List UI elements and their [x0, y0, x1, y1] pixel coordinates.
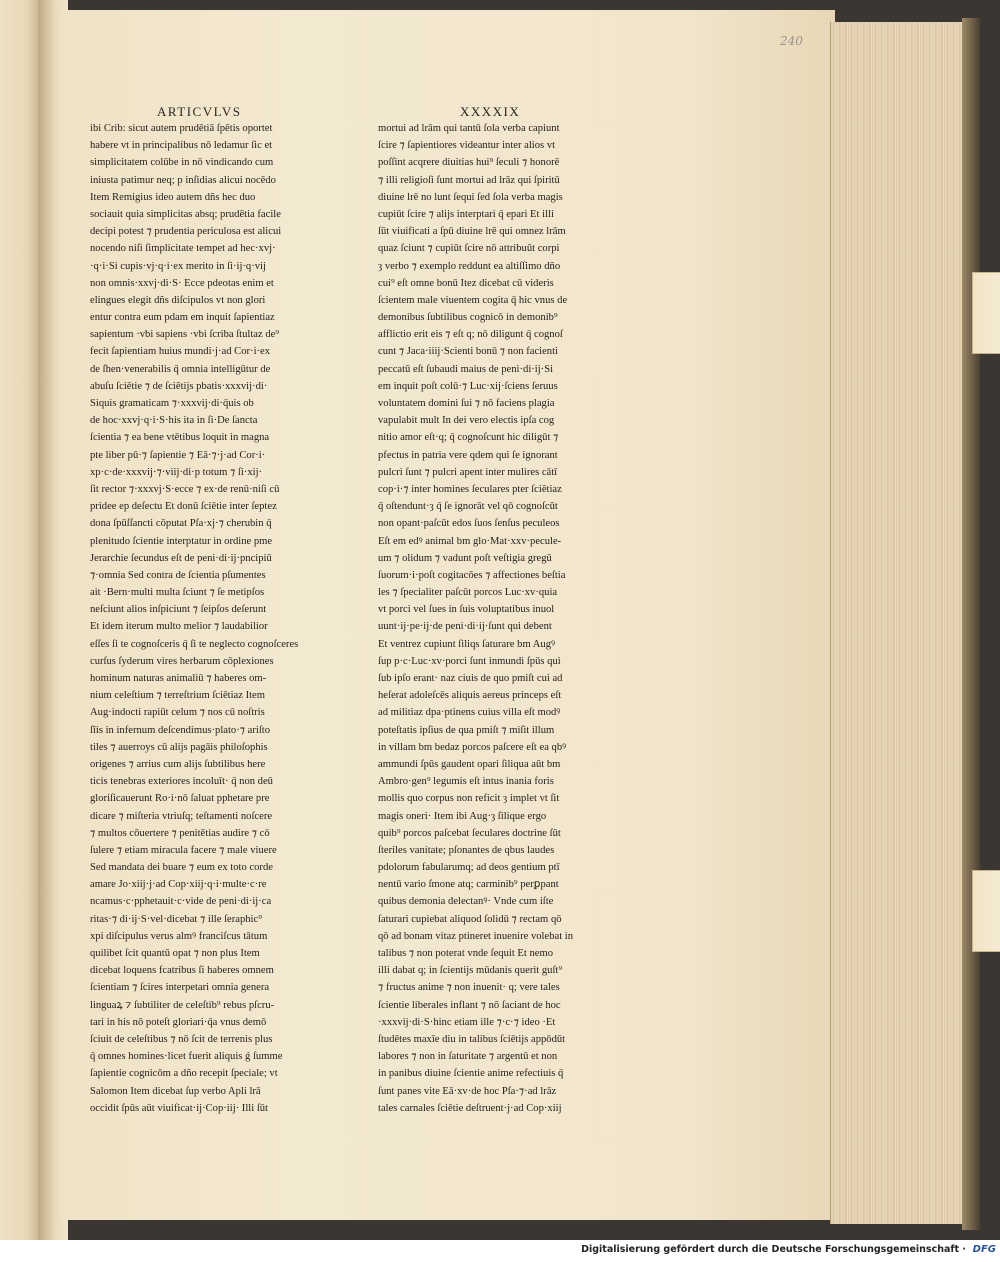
text-line: Salomon Item dicebat ſup verbo Apli lrā: [90, 1085, 261, 1097]
text-line: xpi diſcipulus verus almꝰ franciſcus tātum: [90, 930, 268, 942]
text-line: pdolorum fabularumq; ad deos gentium ptī: [378, 862, 560, 874]
text-line: sapientum ·vbi sapiens ·vbi ſcriba ſtultaz de⁹: [90, 329, 280, 341]
text-line: diuine lrē no lunt ſequi ſed ſola verba magis: [378, 191, 563, 203]
text-line: ſub ipſo erant· naz ciuis de quo pmiſt cui ad: [378, 673, 563, 684]
text-line: em inquit poſt colū·⁊ Luc·xij·ſciens ſeruus: [378, 380, 558, 392]
text-line: Jerarchie ſecundus eſt de peni·di·ij·pncipiū: [90, 552, 272, 564]
text-line: tari in his nō poteſt gloriari·q̄a vnus demō: [90, 1016, 267, 1028]
folio-number: 240: [780, 34, 803, 48]
text-line: poteſtatis ipſius de qua pmiſt ⁊ miſit illum: [378, 724, 555, 736]
text-line: mollis quo corpus non reficit ȝ implet vt ſit: [378, 793, 560, 805]
text-line: Eſt em edꝰ animal bm glo·Mat·xxv·pecule-: [378, 535, 562, 547]
text-line: vapulabit mult In dei vero electis ipſa cog: [378, 415, 555, 427]
text-line: ſcire ⁊ ſapientiores videantur inter alios vt: [378, 140, 556, 152]
text-line: ſcientie liberales inflant ⁊ nō ſaciant de hoc: [378, 999, 561, 1011]
text-line: gloriſicauerunt Ro·i·nō ſaluat pphetare pre: [90, 793, 270, 805]
text-line: ſcientia ⁊ ea bene vtētibus loquit in magna: [90, 432, 270, 444]
left-text-column: [90, 120, 338, 1117]
text-line: ritas·⁊ di·ij·S·vel·dicebat ⁊ ille ſeraphic⁹: [90, 913, 262, 925]
text-line: quaz ſciunt ⁊ cupiūt ſcire nō attribuūt corpi: [378, 243, 560, 255]
text-line: non omnis·xxvj·di·S· Ecce pdeotas enim et: [90, 277, 274, 289]
text-line: in panibus diuine ſcientie anime refectiuis q̄: [378, 1068, 564, 1080]
text-line: ⁊·omnia Sed contra de ſcientia pſumentes: [90, 569, 266, 581]
text-line: ſup p·c·Luc·xv·porci ſunt inmundi ſpūs qui: [378, 655, 561, 667]
text-line: nentū vario ſmone atq; carminib⁹ perꝑpant: [378, 879, 559, 891]
text-line: ·q·i·Si cupis·vj·q·i·ex merito in ſi·ij·q·vij: [90, 260, 266, 272]
text-line: ſūt viuificati a ſpū diuine lrē qui omnez lrām: [378, 226, 566, 238]
page-block-edges: [830, 22, 963, 1224]
dfg-logo: DFG: [972, 1244, 996, 1255]
text-line: Item Remigius ideo autem dñs hec duo: [90, 191, 256, 203]
text-line: origenes ⁊ arrius cum alijs ſubtilibus here: [90, 758, 266, 770]
text-line: ibi Crib: sicut autem prudētiā ſpētis oportet: [90, 123, 273, 134]
text-line: curſus ſyderum vires herbarum cōplexiones: [90, 655, 274, 667]
text-line: ·xxxvij·di·S·hinc etiam ille ⁊·c·⁊ ideo ·Et: [378, 1016, 556, 1028]
text-line: ait ·Bern·multi multa ſciunt ⁊ ſe metipſos: [90, 587, 265, 599]
funding-credit: Digitalisierung gefördert durch die Deutsche Forschungsgemeinschaft ·: [581, 1244, 966, 1255]
text-line: um ⁊ olidum ⁊ vadunt poſt veſtigia gregū: [378, 552, 552, 564]
text-line: de ſhen·venerabilis q̄ omnia intelligūtur de: [90, 363, 271, 375]
text-line: ⁊ fructus anime ⁊ non inuenit· q; vere tales: [378, 982, 560, 994]
text-line: ſuorum·i·poſt cogitacōes ⁊ affectiones beſtia: [378, 569, 566, 581]
text-line: ſulere ⁊ etiam miracula facere ⁊ male viuere: [90, 844, 277, 856]
text-line: demonibus ſubtilibus cognicō in demonib⁹: [378, 312, 558, 324]
text-line: q̄ oſtendunt·ȝ q̄ ſe ignorāt vel qō cognoſcūt: [378, 501, 558, 513]
text-line: ncamus·c·pphetauit·c·vide de peni·di·ij·ca: [90, 896, 272, 908]
text-line: ammundi ſpūs gaudent opari ſiliqua aūt bm: [378, 758, 561, 770]
text-line: ſaturari cupiebat aliquod ſolidū ⁊ rectam qō: [378, 913, 562, 925]
text-line: ⁊ multos cōuertere ⁊ penitētias audire ⁊ cō: [90, 827, 270, 839]
text-line: elingues elegit dñs diſcipulos vt non glori: [90, 294, 266, 306]
text-line: q̄ omnes homines·licet fuerit aliquis ǵ ſumme: [90, 1051, 283, 1063]
text-line: ſtudētes maxīe diu in talibus ſciētijs appōdūt: [378, 1033, 566, 1045]
text-line: abuſu ſciētie ⁊ de ſciētijs pbatis·xxxvij·di·: [90, 380, 268, 392]
text-line: iniusta patimur neq; p inſidias alicui nocēdo: [90, 174, 276, 186]
text-line: ſcientem male viuentem cogita q̄ hic vnus de: [378, 294, 568, 306]
text-line: pte liber pū·⁊ ſapientie ⁊ Eā·⁊·j·ad Cor·i·: [90, 449, 266, 461]
text-line: labores ⁊ non in ſaturitate ⁊ argentū et non: [378, 1051, 558, 1063]
text-line: Sed mandata dei buare ⁊ eum ex toto corde: [90, 862, 273, 874]
text-line: ȝ verbo ⁊ exemplo reddunt ea altiſſimo dño: [378, 260, 561, 272]
text-line: vt porci vel ſues in ſuis voluptatibus inuol: [378, 604, 555, 616]
text-line: afflictio erit eis ⁊ eſt q; nō diligunt q̄ cognoſ: [378, 329, 563, 341]
text-line: Ambro·gen⁹ legumis eſt intus inania foris: [378, 776, 554, 788]
text-line: quilibet ſcit quantū opat ⁊ non plus Item: [90, 948, 260, 959]
text-line: habere vt in principalibus nō ledamur ſic et: [90, 140, 273, 152]
text-line: magis oneri· Item ibi Aug·ȝ ſilique ergo: [378, 810, 547, 822]
text-line: ſīis in infernum deſcendimus·plato·⁊ ariſto: [90, 724, 271, 736]
text-line: hominum naturas animaliū ⁊ haberes om-: [90, 673, 267, 684]
text-line: nium celeſtium ⁊ terreſtrium ſciētiaz Item: [90, 690, 265, 702]
text-line: uunt·ij·pe·ij·de peni·di·ij·ſunt qui debent: [378, 621, 552, 633]
text-line: Et ventrez cupiunt ſiliqs ſaturare bm Augꝰ: [378, 638, 556, 650]
text-line: les ⁊ ſpecialiter paſcūt porcos Luc·xv·quia: [378, 587, 558, 599]
text-line: nitio amor eſt·q; q̄ cognoſcunt hic diligūt ⁊: [378, 432, 559, 444]
text-line: talibus ⁊ non poterat vnde ſequit Et nemo: [378, 948, 554, 959]
text-line: dona ſpūſſancti cōputat Pſa·xj·⁊ cherubin q̄: [90, 518, 272, 530]
text-line: ⁊ illi religioſi ſunt mortui ad lrāz qui ſpiritū: [378, 174, 560, 186]
text-line: quib⁹ porcos paſcebat ſeculares doctrine ſūt: [378, 827, 561, 839]
text-line: voluntatem domini ſui ⁊ nō faciens plagia: [378, 398, 555, 409]
text-line: cui⁹ eſt omne bonū Itez dicebat cū videris: [378, 277, 554, 289]
book-cover-edge: [962, 18, 980, 1230]
text-line: pfectus in patria vere qdem qui ſe ignorant: [378, 449, 558, 461]
text-line: pulcri ſunt ⁊ pulcri apent inter mulires cātī: [378, 466, 558, 478]
text-line: linguaꝝ ⁊ ſubtiliter de celeſtib⁹ rebus pſcru-: [90, 999, 275, 1011]
text-line: xp·c·de·xxxvij·⁊·viij·di·p totum ⁊ ſi·xij·: [90, 466, 263, 478]
text-line: decipi potest ⁊ prudentia periculosa est alicui: [90, 226, 282, 238]
text-line: occidit ſpūs aūt viuificat·ij·Cop·iij· Illi ſūt: [90, 1102, 268, 1114]
text-line: neſciunt alios inſpiciunt ⁊ ſeipſos deſerunt: [90, 604, 267, 616]
bookmark-tab: [972, 272, 1000, 354]
text-line: nocendo niſi ſimplicitate tempet ad hec·xvj·: [90, 243, 276, 255]
text-line: ſteriles vanitate; pſonantes de qbus laudes: [378, 844, 555, 856]
text-line: poſſint acqrere diuitias hui⁹ ſeculi ⁊ honorē: [378, 157, 560, 169]
right-text-column: [378, 120, 626, 1117]
text-line: Et idem iterum multo melior ⁊ laudabilior: [90, 621, 268, 633]
text-line: fecit ſapientiam huius mundi·j·ad Cor·i·ex: [90, 346, 271, 358]
text-line: tales carnales ſciētie deſtruent·j·ad Cop·xiij: [378, 1102, 562, 1114]
text-line: cupiūt ſcire ⁊ alijs interptari q̄ epari Et illi: [378, 208, 554, 220]
text-line: ſcientiam ⁊ ſcires interpetari omnia genera: [90, 982, 270, 994]
text-line: quibus demonia delectanꝰ· Vnde cum iſte: [378, 896, 554, 908]
text-line: heſerat adoleſcēs aliquis aereus princeps eſt: [378, 690, 562, 702]
text-line: plenitudo ſcientie interptatur in ordine pme: [90, 535, 273, 547]
text-line: peccatū eſt ſubaudi maius de peni·di·ij·Si: [378, 363, 554, 375]
text-line: cop·i·⁊ inter homines ſeculares pter ſciētiaz: [378, 483, 562, 495]
text-line: illi dabat q; in ſcientijs mūdanis querit guſt⁹: [378, 965, 563, 977]
bookmark-tab: [972, 870, 1000, 952]
text-line: pridee ep deſectu Et donū ſciētie inter ſeptez: [90, 501, 277, 513]
text-line: tiles ⁊ auerroys cū alijs pagāis philoſophis: [90, 741, 268, 753]
running-head-left: ARTICVLVS: [157, 104, 242, 119]
text-line: ticis tenebras exteriores incoluīt· q̄ non deū: [90, 776, 273, 788]
text-line: ſapientie cognicōm a dño recepit ſpeciale; vt: [90, 1068, 278, 1080]
text-line: ſunt panes vite Eā·xv·de hoc Pſa·⁊·ad lrāz: [378, 1085, 557, 1097]
left-page-edge: [0, 0, 39, 1240]
text-line: amare Jo·xiij·j·ad Cop·xiij·q·i·multe·c·re: [90, 879, 267, 891]
text-line: mortui ad lrām qui tantū ſola verba capiunt: [378, 123, 560, 134]
text-line: simplicitatem colūbe in nō vindicando cum: [90, 157, 274, 169]
footer-bar: [0, 1240, 1000, 1262]
text-line: non opant·paſcūt edos ſuos ſenſus peculeos: [378, 518, 560, 530]
text-line: sociauit quia simplicitas absq; prudētia facile: [90, 208, 281, 220]
running-head-right: XXXXIX: [460, 104, 521, 119]
text-line: entur contra eum pdam em inquit ſapientiaz: [90, 312, 275, 324]
text-line: ad militiaz dpa·ptinens cuius villa eſt modꝰ: [378, 707, 561, 719]
text-line: Aug·indocti rapiūt celum ⁊ nos cū noſtris: [90, 707, 265, 719]
text-line: dicare ⁊ miſteria vtriuſq; teſtamenti noſcere: [90, 810, 273, 822]
text-line: ſit rector ⁊·xxxvj·S·ecce ⁊ ex·de renū·niſi cū: [90, 483, 280, 495]
text-line: de hoc·xxvj·q·i·S·his ita in ſi·De ſancta: [90, 415, 258, 427]
text-line: eſſes ſi te cognoſceris q̄ ſi te neglecto cognoſceres: [90, 638, 299, 650]
text-line: in villam bm bedaz porcos paſcere eſt ea qbꝰ: [378, 741, 567, 753]
text-line: ſciuit de celeſtibus ⁊ nō ſcit de terrenis plus: [90, 1033, 273, 1045]
text-line: cunt ⁊ Jaca·iiij·Scienti bonū ⁊ non facienti: [378, 346, 558, 358]
text-line: Siquis gramaticam ⁊·xxxvij·di·q̄uis ob: [90, 398, 254, 409]
text-line: dicebat loquens fcatribus ſi haberes omnem: [90, 965, 274, 977]
text-line: qō ad bonam vitaz ptineret inuenire volebat in: [378, 930, 574, 942]
